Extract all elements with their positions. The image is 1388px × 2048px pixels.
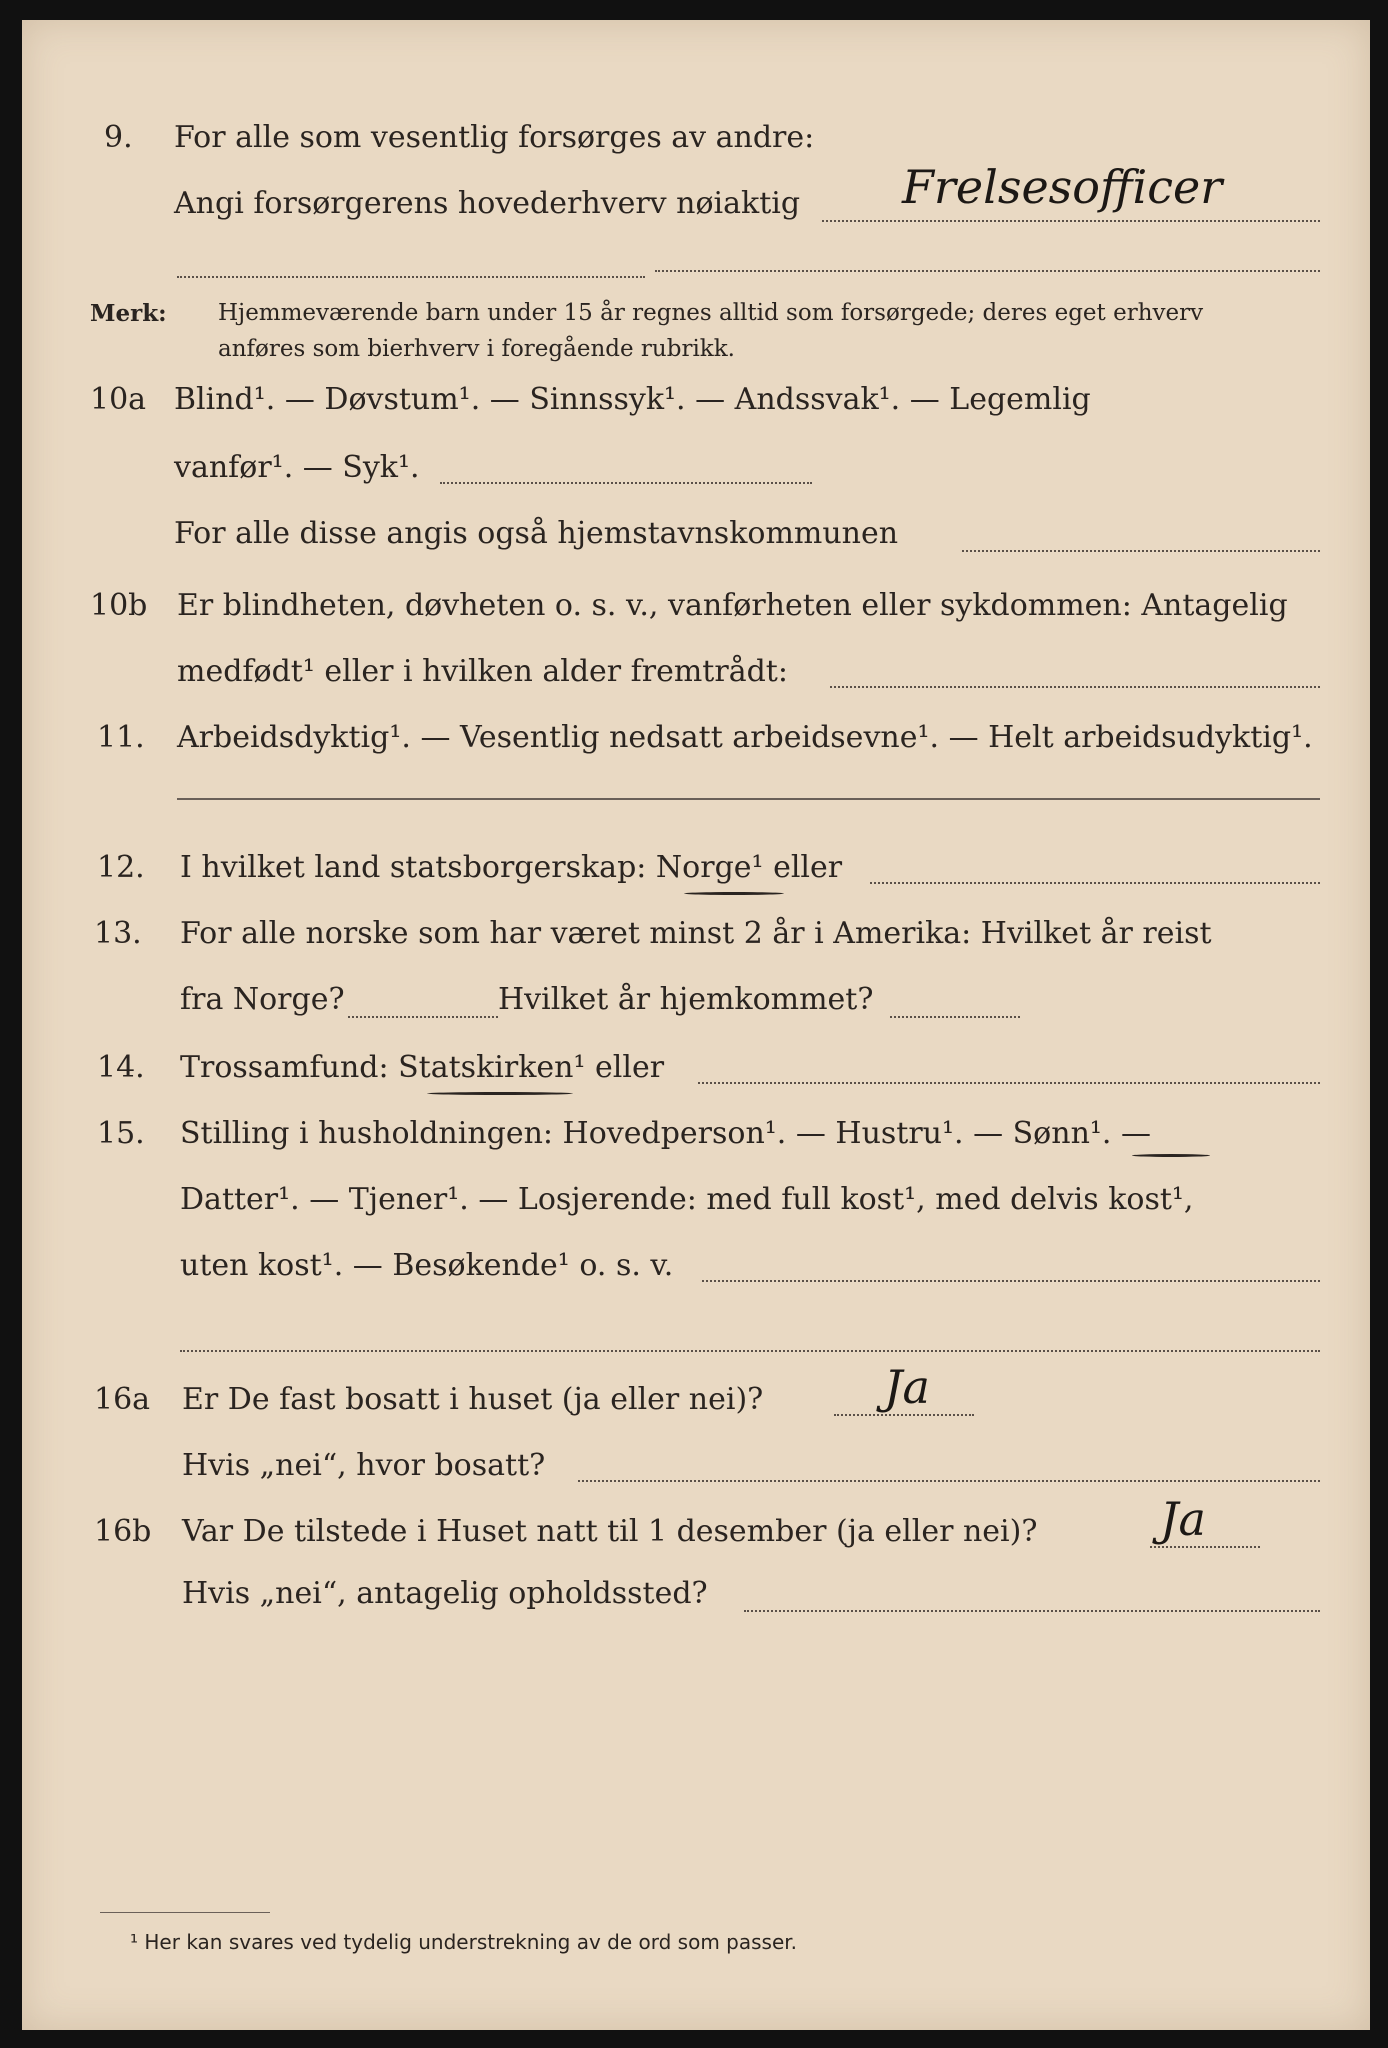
item-13-line2b: Hvilket år hjemkommet? [498, 982, 874, 1017]
footnote-text: Her kan svares ved tydelig understrekning av de ord som passer. [144, 1930, 798, 1954]
item-13-line2a: fra Norge? [180, 982, 345, 1017]
item-15-line3: uten kost¹. — Besøkende¹ o. s. v. [180, 1248, 674, 1283]
item-16b-handwritten-answer: Ja [1160, 1492, 1206, 1546]
item-14-number: 14. [97, 1050, 145, 1085]
item-16b-answer-line [1150, 1546, 1260, 1548]
item-16a-handwritten-answer: Ja [884, 1360, 930, 1414]
item-9-handwritten-answer: Frelsesofficer [902, 160, 1223, 214]
item-14-answer-line [698, 1082, 1320, 1084]
item-13-number: 13. [94, 916, 142, 951]
item-13-line1: For alle norske som har været minst 2 år i Amerika: Hvilket år reist [180, 916, 1212, 951]
statskirken-underline [427, 1092, 573, 1095]
item-11-number: 11. [97, 720, 145, 755]
item-9-answer-line [822, 220, 1320, 222]
note-label: Merk: [90, 300, 167, 327]
item-15-line1: Stilling i husholdningen: Hovedperson¹. — Hustru¹. — Sønn¹. — [180, 1116, 1151, 1151]
item-10a-number: 10a [90, 382, 147, 417]
item-10b-line2: medfødt¹ eller i hvilken alder fremtrådt: [177, 654, 788, 689]
item-9-number: 9. [104, 120, 133, 155]
item-16a-line1: Er De fast bosatt i huset (ja eller nei)? [182, 1382, 764, 1417]
item-16a-number: 16a [94, 1382, 151, 1417]
item-10a-answer-line [440, 482, 812, 484]
item-13-hjemkommet-line [890, 1016, 1020, 1018]
norge-underline [684, 892, 784, 895]
note-line1: Hjemmeværende barn under 15 år regnes alltid som forsørgede; deres eget erhverv [218, 300, 1204, 326]
item-16a-answer-line [834, 1414, 974, 1416]
item-10a-line3: For alle disse angis også hjemstavnskommunen [174, 516, 899, 551]
item-15-extra-line [180, 1350, 1320, 1352]
item-10a-line1: Blind¹. — Døvstum¹. — Sinnssyk¹. — Andssvak¹. — Legemlig [174, 382, 1091, 417]
item-9-extra-line-right [655, 270, 1320, 272]
item-10a-line2: vanfør¹. — Syk¹. [174, 450, 420, 485]
item-10b-line1: Er blindheten, døvheten o. s. v., vanførheten eller sykdommen: Antagelig [177, 588, 1288, 623]
item-16b-line1: Var De tilstede i Huset natt til 1 desember (ja eller nei)? [182, 1514, 1038, 1549]
sonn-underline [1132, 1154, 1210, 1157]
footnote-rule [100, 1912, 270, 1913]
item-16a-bosatt-line [578, 1480, 1320, 1482]
item-16b-opphold-line [744, 1610, 1320, 1612]
item-15-answer-line [702, 1280, 1320, 1282]
item-15-number: 15. [97, 1116, 145, 1151]
item-9-extra-line-left [177, 276, 645, 278]
item-10b-answer-line [830, 686, 1320, 688]
item-10a-home-line [962, 550, 1320, 552]
item-9-line1: For alle som vesentlig forsørges av andre: [174, 120, 815, 155]
footnote [130, 1930, 797, 1954]
item-12-answer-line [870, 882, 1320, 884]
item-13-reist-line [348, 1016, 498, 1018]
form-page [22, 20, 1370, 2030]
item-15-line2: Datter¹. — Tjener¹. — Losjerende: med full kost¹, med delvis kost¹, [180, 1182, 1194, 1217]
item-16b-number: 16b [94, 1514, 152, 1549]
item-12-number: 12. [97, 850, 145, 885]
item-11-answer-line [177, 798, 1320, 800]
item-10b-number: 10b [90, 588, 148, 623]
item-16b-line2: Hvis „nei“, antagelig opholdssted? [182, 1576, 708, 1611]
note-line2: anføres som bierhverv i foregående rubrikk. [218, 336, 735, 362]
item-12-line1: I hvilket land statsborgerskap: Norge¹ eller [180, 850, 843, 885]
footnote-marker: ¹ [130, 1930, 139, 1954]
item-9-line2: Angi forsørgerens hovederhverv nøiaktig [174, 186, 801, 221]
item-14-line1: Trossamfund: Statskirken¹ eller [180, 1050, 665, 1085]
item-16a-line2: Hvis „nei“, hvor bosatt? [182, 1448, 546, 1483]
item-11-line1: Arbeidsdyktig¹. — Vesentlig nedsatt arbeidsevne¹. — Helt arbeidsudyktig¹. [177, 720, 1313, 755]
